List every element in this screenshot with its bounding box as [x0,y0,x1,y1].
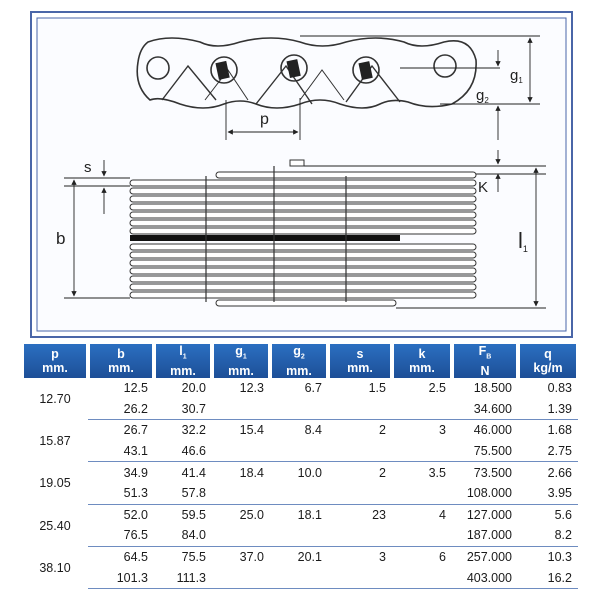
table-row [22,378,578,399]
b-cell: 64.5 [123,550,148,565]
l1-cell: 59.5 [181,507,206,522]
g1-cell: 37.0 [239,550,264,565]
b-cell: 26.7 [123,423,148,438]
g1-cell [212,441,270,463]
g2-cell: 6.7 [304,381,322,396]
k-cell [392,483,452,505]
l1-cell: 111.3 [154,567,212,589]
b-cell: 34.9 [123,465,148,480]
header-symbol: q [544,347,552,361]
table-row [22,462,578,483]
s-cell: 23 [372,507,386,522]
q-cell: 10.3 [547,550,572,565]
k-cell [392,441,452,463]
k-cell [392,525,452,547]
pitch-cell: 12.70 [39,392,71,407]
pitch-cell: 15.87 [39,434,71,449]
header-fb [452,344,518,378]
header-symbol: k [418,347,426,361]
table-row [22,399,578,421]
header-unit: mm. [108,361,134,375]
q-cell: 0.83 [547,381,572,396]
header-symbol: b [117,347,125,361]
b-cell: 43.1 [88,441,154,463]
spec-table [22,344,578,589]
header-symbol: F [478,343,487,358]
header-unit: mm. [228,364,254,379]
s-cell [328,441,392,463]
chain-side-view [130,160,476,306]
g2-cell [270,525,328,547]
g2-cell [270,399,328,421]
fb-cell: 46.000 [473,423,512,438]
l1-cell: 46.6 [154,441,212,463]
b-cell: 26.2 [88,399,154,421]
header-unit: kg/m [533,361,563,375]
g2-cell: 10.0 [297,465,322,480]
header-symbol: g [293,343,301,358]
table-body [22,378,578,589]
q-cell: 3.95 [518,483,578,505]
k-cell: 3.5 [428,465,446,480]
k-cell: 4 [439,507,446,522]
header-p [22,344,88,378]
g2-cell: 18.1 [297,507,322,522]
g1-cell [212,399,270,421]
g1-cell [212,567,270,589]
header-symbol: s [356,347,364,361]
k-cell: 6 [439,550,446,565]
q-cell: 2.75 [518,441,578,463]
header-unit: mm. [286,364,312,379]
k-label: K [478,179,489,196]
header-unit: mm. [409,361,435,375]
l1-label: l1 [518,228,528,254]
fb-cell: 127.000 [466,507,512,522]
q-cell: 16.2 [518,567,578,589]
header-q [518,344,578,378]
header-subscript: B [486,353,492,361]
l1-cell: 84.0 [154,525,212,547]
fb-cell: 187.000 [452,525,518,547]
header-subscript: 1 [182,353,187,361]
fb-cell: 73.500 [473,465,512,480]
g1-cell: 25.0 [239,507,264,522]
table-header-row [22,344,578,378]
header-unit: mm. [42,361,68,375]
header-l1 [154,344,212,378]
g1-label: $g_1$ [510,67,523,85]
b-label: b [56,229,66,248]
l1-cell: 57.8 [154,483,212,505]
k-cell [392,567,452,589]
g1-cell [212,525,270,547]
table-row [22,525,578,547]
header-symbol: g [235,343,243,358]
header-g1 [212,344,270,378]
fb-cell: 403.000 [452,567,518,589]
header-subscript: 2 [300,353,305,361]
header-subscript: 1 [242,353,247,361]
header-symbol: p [51,347,59,361]
s-cell [328,483,392,505]
g2-cell [270,441,328,463]
s-cell: 1.5 [368,381,386,396]
header-unit: mm. [347,361,373,375]
table-row [22,505,578,526]
header-k [392,344,452,378]
g2-cell [270,567,328,589]
g2-cell: 8.4 [304,423,322,438]
s-cell [328,567,392,589]
k-cell [392,399,452,421]
b-cell: 51.3 [88,483,154,505]
l1-cell: 75.5 [181,550,206,565]
b-cell: 12.5 [123,381,148,396]
fb-cell: 108.000 [452,483,518,505]
fb-cell: 75.500 [452,441,518,463]
g1-cell: 15.4 [239,423,264,438]
header-unit: mm. [170,364,196,379]
b-cell: 76.5 [88,525,154,547]
table-row [22,567,578,589]
pitch-label: p [260,111,269,128]
l1-cell: 30.7 [154,399,212,421]
g2-label: $g_2$ [476,87,489,105]
s-cell: 2 [379,465,386,480]
s-cell: 3 [379,550,386,565]
fb-cell: 257.000 [466,550,512,565]
q-cell: 2.66 [547,465,572,480]
center-pin-bar [130,235,400,241]
s-cell: 2 [379,423,386,438]
b-cell: 101.3 [88,567,154,589]
table-row [22,420,578,441]
k-cell: 2.5 [428,381,446,396]
g1-cell: 12.3 [239,381,264,396]
q-cell: 5.6 [554,507,572,522]
header-symbol: l [179,343,183,358]
header-s [328,344,392,378]
s-cell [328,399,392,421]
s-label: s [84,159,92,176]
fb-cell: 34.600 [452,399,518,421]
table-row [22,547,578,568]
fb-cell: 18.500 [473,381,512,396]
q-cell: 1.39 [518,399,578,421]
header-b [88,344,154,378]
s-cell [328,525,392,547]
q-cell: 1.68 [547,423,572,438]
header-unit: N [480,364,490,379]
k-cell: 3 [439,423,446,438]
l1-cell: 20.0 [181,381,206,396]
g1-cell: 18.4 [239,465,264,480]
pitch-cell: 38.10 [39,560,71,575]
l1-cell: 41.4 [181,465,206,480]
b-cell: 52.0 [123,507,148,522]
pitch-cell: 25.40 [39,518,71,533]
g2-cell [270,483,328,505]
table-row [22,441,578,463]
q-cell: 8.2 [518,525,578,547]
g2-cell: 20.1 [297,550,322,565]
header-g2 [270,344,328,378]
pitch-cell: 19.05 [39,476,71,491]
g1-cell [212,483,270,505]
l1-cell: 32.2 [181,423,206,438]
table-row [22,483,578,505]
